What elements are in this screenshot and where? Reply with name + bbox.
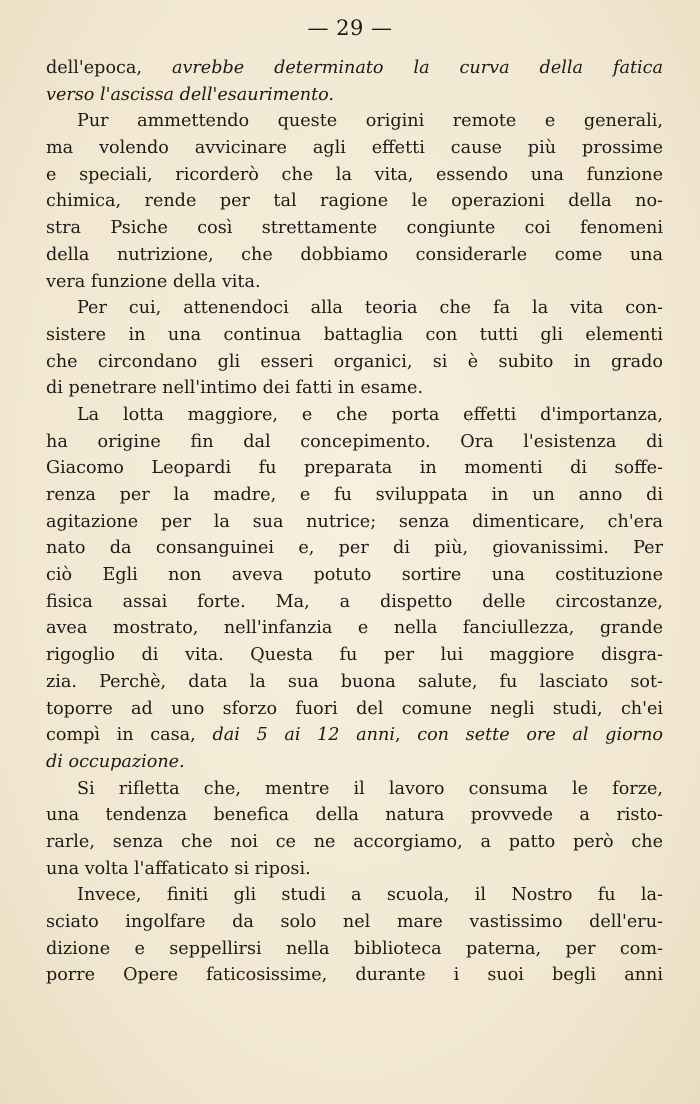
italic-text-segment: con sette ore al giorno (417, 725, 663, 746)
text-line (46, 936, 663, 963)
text-line (46, 615, 663, 642)
text-segment: Si rifletta che, mentre il lavoro consuma le forze, (77, 778, 663, 799)
text-segment: e speciali, ricorderò che la vita, essendo una funzione (46, 164, 663, 185)
text-segment: porre Opere faticosissime, durante i suoi begli anni (46, 965, 663, 986)
text-segment: chimica, rende per tal ragione le operazioni della no- (46, 191, 663, 212)
text-line (46, 962, 663, 989)
page-number: — 29 — (307, 16, 393, 40)
text-segment: sistere in una continua battaglia con tutti gli elementi (46, 324, 663, 345)
text-segment: Giacomo Leopardi fu preparata in momenti di soffe- (46, 458, 663, 479)
text-line (46, 375, 663, 402)
text-line (46, 429, 663, 456)
text-line (46, 829, 663, 856)
text-line (46, 162, 663, 189)
text-segment: Invece, finiti gli studi a scuola, il Nostro fu la- (77, 885, 663, 906)
text-line (46, 215, 663, 242)
text-segment: una volta l'affaticato si riposi. (46, 858, 311, 879)
text-segment: che circondano gli esseri organici, si è subito in grado (46, 351, 663, 372)
text-line (46, 349, 663, 376)
text-line (46, 135, 663, 162)
italic-text-segment: di occupazione. (46, 751, 185, 772)
text-segment: vera funzione della vita. (46, 271, 261, 292)
text-segment: della nutrizione, che dobbiamo considerarle come una (46, 244, 663, 265)
text-segment: Pur ammettendo queste origini remote e generali, (77, 111, 663, 132)
text-segment: zia. Perchè, data la sua buona salute, fu lasciato sot- (46, 671, 663, 692)
text-line (46, 402, 663, 429)
text-line (46, 642, 663, 669)
text-line (46, 482, 663, 509)
text-segment: ha origine fin dal concepimento. Ora l'esistenza di (46, 431, 663, 452)
text-line (46, 589, 663, 616)
text-segment: stra Psiche così strettamente congiunte coi fenomeni (46, 218, 663, 239)
italic-text-segment: avrebbe determinato la curva della fatica (171, 58, 663, 78)
text-segment: compì in casa, (46, 725, 213, 746)
text-line (46, 856, 663, 883)
body-text (46, 55, 663, 989)
text-segment: una tendenza benefica della natura provvede a risto- (46, 805, 663, 826)
text-line (46, 562, 663, 589)
text-line (46, 909, 663, 936)
text-line (46, 722, 663, 749)
text-line (46, 295, 663, 322)
text-segment: La lotta maggiore, e che porta effetti d'importanza, (77, 404, 663, 425)
text-segment: nato da consanguinei e, per di più, giovanissimi. Per (46, 538, 663, 559)
text-line (46, 696, 663, 723)
text-line (46, 55, 663, 82)
text-line (46, 509, 663, 536)
text-line (46, 322, 663, 349)
text-segment: rarle, senza che noi ce ne accorgiamo, a patto però che (46, 831, 663, 852)
text-line (46, 269, 663, 296)
text-segment: toporre ad uno sforzo fuori del comune negli studi, ch'ei (46, 698, 663, 719)
text-line (46, 882, 663, 909)
text-segment: agitazione per la sua nutrice; senza dimenticare, ch'era (46, 511, 663, 532)
text-line (46, 455, 663, 482)
text-line (46, 749, 663, 776)
text-segment: Per cui, attenendoci alla teoria che fa la vita con- (77, 298, 663, 319)
text-segment: rigoglio di vita. Questa fu per lui maggiore disgra- (46, 645, 663, 666)
text-segment: dizione e seppellirsi nella biblioteca paterna, per com- (46, 938, 663, 959)
text-segment: renza per la madre, e fu sviluppata in un anno di (46, 485, 663, 505)
text-line (46, 535, 663, 562)
text-segment: ciò Egli non aveva potuto sortire una costituzione (46, 565, 663, 586)
italic-text-segment: verso l'ascissa dell'esaurimento. (46, 84, 335, 105)
text-segment: , (394, 725, 418, 746)
text-line (46, 776, 663, 803)
text-line (46, 802, 663, 829)
text-line (46, 82, 663, 109)
text-segment: avea mostrato, nell'infanzia e nella fanciullezza, grande (46, 618, 663, 639)
text-line (46, 669, 663, 696)
text-segment: sciato ingolfare da solo nel mare vastissimo dell'eru- (46, 912, 663, 932)
text-segment: fisica assai forte. Ma, a dispetto delle circostanze, (46, 591, 663, 612)
text-line (46, 242, 663, 269)
text-line (46, 108, 663, 135)
text-segment: dell'epoca, (46, 58, 172, 78)
text-line (46, 188, 663, 215)
italic-text-segment: dai 5 ai 12 anni (212, 725, 395, 746)
text-segment: di penetrare nell'intimo dei fatti in esame. (46, 378, 424, 399)
text-segment: ma volendo avvicinare agli effetti cause più prossime (46, 138, 663, 159)
